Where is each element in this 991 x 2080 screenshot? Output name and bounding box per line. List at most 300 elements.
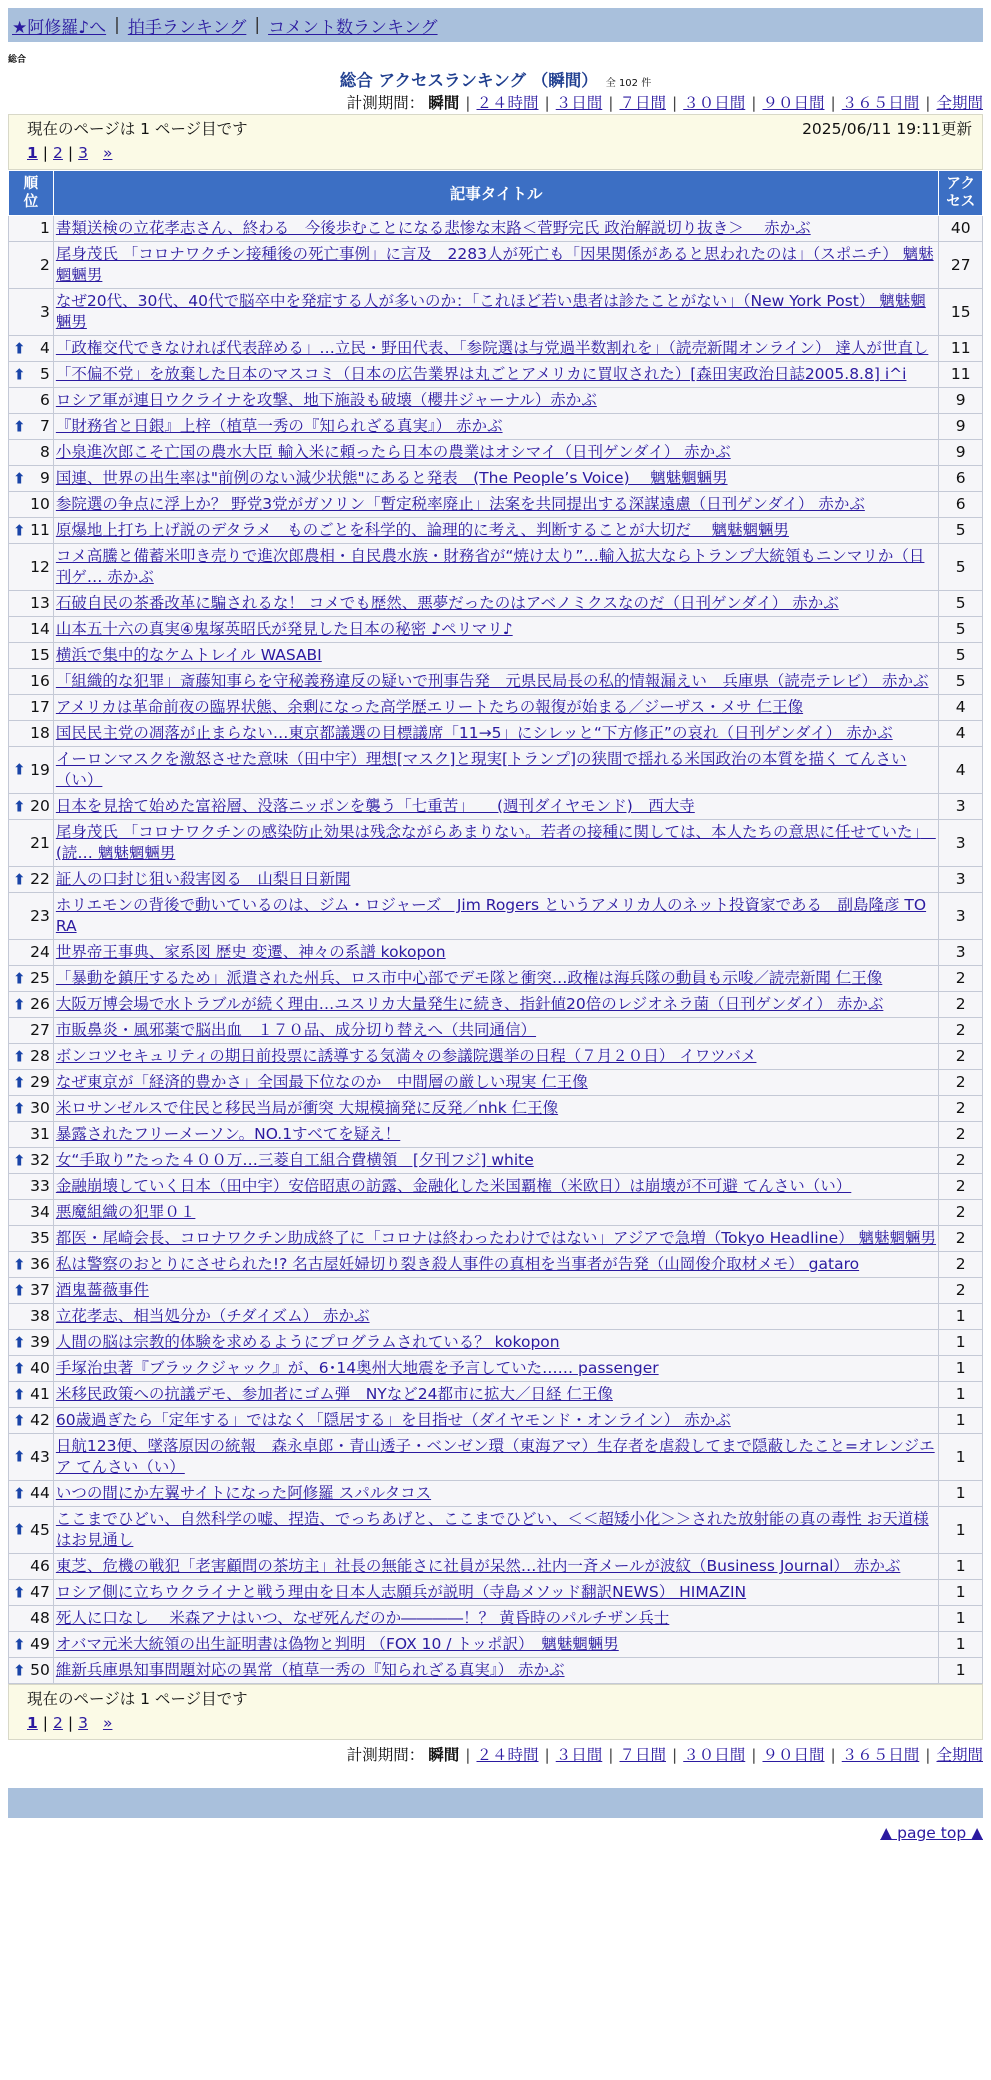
title-cell (53, 1632, 939, 1658)
title-cell (53, 1507, 939, 1554)
access-count: 3 (939, 893, 983, 940)
access-count: 3 (939, 867, 983, 893)
title-cell (53, 1122, 939, 1148)
rank-cell (9, 820, 54, 867)
period-link[interactable]: ３日間 (555, 94, 603, 112)
rank-number: 42 (30, 1411, 50, 1429)
page-separator: | (67, 1714, 74, 1732)
article-link[interactable]: なぜ東京が「経済的豊かさ」全国最下位なのか 中間層の厳しい現実 仁王像 (55, 1073, 588, 1091)
access-count: 2 (939, 1148, 983, 1174)
period-separator: | (925, 1746, 931, 1764)
up-arrow-icon: ⬆ (13, 1583, 26, 1601)
rank-cell (9, 1606, 54, 1632)
pager-bottom (8, 1684, 983, 1740)
rank-cell (9, 1096, 54, 1122)
access-count: 5 (939, 518, 983, 544)
title-cell (53, 893, 939, 940)
access-count: 4 (939, 721, 983, 747)
up-arrow-icon: ⬆ (13, 1047, 26, 1065)
period-link[interactable]: 全期間 (936, 1746, 983, 1764)
rank-cell (9, 1304, 54, 1330)
access-count: 3 (939, 940, 983, 966)
table-row (9, 591, 983, 617)
up-arrow-icon: ⬆ (13, 1635, 26, 1653)
rank-cell (9, 1632, 54, 1658)
rank-cell (9, 1481, 54, 1507)
up-arrow-icon: ⬆ (13, 1255, 26, 1273)
title-cell (53, 1408, 939, 1434)
article-link[interactable]: ホリエモンの背後で動いているのは、ジム・ロジャーズ Jim Rogers というアメリカ人のネット投資家である 副島隆彦 TORA (55, 896, 927, 935)
rank-number: 29 (30, 1073, 50, 1091)
period-link[interactable]: ３６５日間 (841, 1746, 920, 1764)
rank-cell (9, 1382, 54, 1408)
up-arrow-icon: ⬆ (13, 1099, 26, 1117)
access-count: 1 (939, 1434, 983, 1481)
rank-number: 23 (30, 906, 50, 925)
title-cell (53, 617, 939, 643)
article-link[interactable]: 酒鬼薔薇事件 (55, 1281, 149, 1299)
title-cell (53, 1580, 939, 1606)
table-row (9, 336, 983, 362)
rank-number: 19 (30, 760, 50, 779)
article-link[interactable]: 山本五十六の真実④鬼塚英昭氏が発見した日本の秘密 ♪ペリマリ♪ (55, 620, 513, 638)
period-link[interactable]: ９０日間 (762, 94, 825, 112)
up-arrow-icon: ⬆ (13, 1151, 26, 1169)
access-count: 6 (939, 492, 983, 518)
rank-cell (9, 721, 54, 747)
access-count: 5 (939, 591, 983, 617)
article-link[interactable]: 金融崩壊していく日本（田中宇）安倍昭恵の訪露、金融化した米国覇権（米欧日）は崩壊が不可避 てんさい（い） (55, 1177, 852, 1195)
rank-number: 49 (30, 1635, 50, 1653)
table-row (9, 1554, 983, 1580)
article-link[interactable]: 米移民政策への抗議デモ、参加者にゴム弾 NYなど24都市に拡大／日経 仁王像 (55, 1385, 613, 1403)
access-count: 1 (939, 1632, 983, 1658)
rank-number: 14 (30, 620, 50, 638)
rank-cell (9, 1434, 54, 1481)
home-link[interactable]: ★阿修羅♪へ (12, 17, 107, 38)
article-link[interactable]: 60歳過ぎたら「定年する」ではなく「隠居する」を目指せ（ダイヤモンド・オンライン） 赤かぶ (55, 1411, 731, 1429)
access-count: 2 (939, 1278, 983, 1304)
article-link[interactable]: 維新兵庫県知事問題対応の異常（植草一秀の『知られざる真実』） 赤かぶ (55, 1661, 565, 1679)
up-arrow-icon: ⬆ (13, 417, 26, 435)
current-page-text: 現在のページは 1 ページ目です (27, 1690, 248, 1708)
access-count: 2 (939, 1252, 983, 1278)
period-label: 計測期間： (346, 94, 425, 112)
ranking-body (9, 216, 983, 1684)
title-cell (53, 336, 939, 362)
access-count: 2 (939, 966, 983, 992)
article-link[interactable]: 「政権交代できなければ代表辞める」…立民・野田代表、「参院選は与党過半数割れを」（読売新聞オンライン） 達人が世直し (55, 339, 929, 357)
table-row (9, 492, 983, 518)
rank-cell (9, 617, 54, 643)
article-link[interactable]: アメリカは革命前夜の臨界状態、余剰になった高学歴エリートたちの報復が始まる／ジーザス・メサ 仁王像 (55, 698, 804, 716)
comment-ranking-link[interactable]: コメント数ランキング (268, 17, 438, 38)
page-spacer (93, 1714, 98, 1732)
title-cell (53, 1554, 939, 1580)
clap-ranking-link[interactable]: 拍手ランキング (127, 17, 247, 38)
title-cell (53, 794, 939, 820)
title-cell (53, 440, 939, 466)
period-separator: | (465, 1746, 471, 1764)
title-cell (53, 867, 939, 893)
table-row (9, 1226, 983, 1252)
page-link[interactable]: 2 (53, 1714, 63, 1732)
access-count: 2 (939, 1044, 983, 1070)
table-row (9, 242, 983, 289)
table-row (9, 1632, 983, 1658)
title-cell (53, 966, 939, 992)
page-spacer (93, 144, 98, 162)
article-link[interactable]: なぜ20代、30代、40代で脳卒中を発症する人が多いのか：「これほど若い患者は診たことがない」（New York Post） 魑魅魍魎男 (55, 292, 926, 331)
table-row (9, 721, 983, 747)
rank-number: 33 (30, 1177, 50, 1195)
article-link[interactable]: 国連、世界の出生率は"前例のない減少状態"にあると発表 (The People’s Voice) 魑魅魍魎男 (55, 469, 728, 487)
period-current: 瞬間 (428, 94, 460, 112)
title-cell (53, 1434, 939, 1481)
article-link[interactable]: 日航123便、墜落原因の統報 森永卓郎・青山透子・ベンゼン環（東海アマ）生存者を虐殺してまで隠蔽したこと=オレンジエア てんさい（い） (55, 1437, 935, 1476)
access-count: 1 (939, 1507, 983, 1554)
article-link[interactable]: 手塚治虫著『ブラックジャック』が、6･14奥州大地震を予言していた…… passenger (55, 1359, 659, 1377)
table-row (9, 1434, 983, 1481)
article-link[interactable]: ロシア側に立ちウクライナと戦う理由を日本人志願兵が説明（寺島メソッド翻訳NEWS） HIMAZIN (55, 1583, 747, 1601)
updated-timestamp: 2025/06/11 19:11更新 (802, 120, 972, 138)
period-current: 瞬間 (428, 1746, 460, 1764)
rank-number: 31 (30, 1125, 50, 1143)
rank-cell (9, 440, 54, 466)
article-link[interactable]: いつの間にか左翼サイトになった阿修羅 スパルタコス (55, 1484, 432, 1502)
up-arrow-icon: ⬆ (13, 1520, 26, 1539)
period-navigation-top (0, 92, 983, 114)
rank-number: 9 (39, 469, 50, 487)
rank-number: 28 (30, 1047, 50, 1065)
period-link[interactable]: ９０日間 (762, 1746, 825, 1764)
rank-number: 22 (30, 870, 50, 888)
table-row (9, 695, 983, 721)
page-link[interactable]: 2 (53, 144, 63, 162)
rank-number: 1 (39, 219, 50, 237)
rank-cell (9, 1044, 54, 1070)
title-cell (53, 1481, 939, 1507)
table-row (9, 388, 983, 414)
period-navigation-bottom (0, 1744, 983, 1766)
article-link[interactable]: 尾身茂氏 「コロナワクチン接種後の死亡事例」に言及 2283人が死亡も「因果関係があると思われたのは」（スポニチ） 魑魅魍魎男 (55, 245, 934, 284)
article-link[interactable]: 国民民主党の凋落が止まらない…東京都議選の目標議席「11→5」にシレッと“下方修正”の哀れ（日刊ゲンダイ） 赤かぶ (55, 724, 893, 742)
next-page-link[interactable]: » (102, 144, 113, 162)
access-count: 1 (939, 1330, 983, 1356)
table-row (9, 1356, 983, 1382)
title-cell (53, 820, 939, 867)
period-separator: | (672, 94, 678, 112)
article-link[interactable]: コメ高騰と備蓄米叩き売りで進次郎農相・自民農水族・財務省が“焼け太り”…輸入拡大ならトランプ大統領もニンマリか（日刊ゲ… 赤かぶ (55, 547, 925, 586)
article-link[interactable]: 立花孝志、相当処分か（チダイズム） 赤かぶ (55, 1307, 370, 1325)
title-cell (53, 466, 939, 492)
rank-cell (9, 1148, 54, 1174)
rank-cell (9, 336, 54, 362)
rank-cell (9, 1278, 54, 1304)
page-title-line (0, 70, 991, 92)
table-row (9, 1044, 983, 1070)
article-link[interactable]: 大阪万博会場で水トラブルが続く理由…ユスリカ大量発生に続き、指針値20倍のレジオネラ菌（日刊ゲンダイ） 赤かぶ (55, 995, 884, 1013)
rank-cell (9, 518, 54, 544)
table-row (9, 1122, 983, 1148)
rank-number: 25 (30, 969, 50, 987)
article-link[interactable]: 尾身茂氏 「コロナワクチンの感染防止効果は残念ながらあまりない。若者の接種に関しては、本人たちの意思に任せていた」 (読… 魑魅魍魎男 (55, 823, 936, 862)
period-separator: | (925, 94, 931, 112)
period-link[interactable]: ３０日間 (683, 1746, 746, 1764)
table-row (9, 1148, 983, 1174)
table-row (9, 216, 983, 242)
access-count: 2 (939, 1018, 983, 1044)
title-cell (53, 544, 939, 591)
article-link[interactable]: 「組織的な犯罪」斎藤知事らを守秘義務違反の疑いで刑事告発 元県民局長の私的情報漏えい 兵庫県（読売テレビ） 赤かぶ (55, 672, 929, 690)
article-link[interactable]: 女“手取り”たった４００万…三菱自工組合費横領 [夕刊フジ] white (55, 1151, 534, 1169)
title-cell (53, 669, 939, 695)
rank-number: 17 (30, 698, 50, 716)
article-link[interactable]: 死人に口なし 米森アナはいつ、なぜ死んだのか――――！？ 黄昏時のパルチザン兵士 (55, 1609, 670, 1627)
title-cell (53, 388, 939, 414)
page-link[interactable]: 1 (27, 144, 38, 162)
article-link[interactable]: 「暴動を鎮圧するため」派遣された州兵、ロス市中心部でデモ隊と衝突…政権は海兵隊の動員も示唆／読売新聞 仁王像 (55, 969, 883, 987)
ranking-table (8, 170, 983, 1684)
rank-cell (9, 492, 54, 518)
article-link[interactable]: 『財務省と日銀』上梓（植草一秀の『知られざる真実』） 赤かぶ (55, 417, 503, 435)
rank-number: 37 (30, 1281, 50, 1299)
title-cell (53, 362, 939, 388)
page-separator: | (67, 144, 74, 162)
up-arrow-icon: ⬆ (13, 760, 26, 779)
article-link[interactable]: 証人の口封じ狙い殺害図る 山梨日日新聞 (55, 870, 351, 888)
rank-number: 2 (39, 255, 50, 274)
rank-number: 47 (30, 1583, 50, 1601)
access-count: 1 (939, 1304, 983, 1330)
rank-cell (9, 216, 54, 242)
period-link[interactable]: ７日間 (619, 1746, 666, 1764)
access-count: 5 (939, 544, 983, 591)
rank-number: 35 (30, 1229, 50, 1247)
period-link[interactable]: ２４時間 (476, 1746, 539, 1764)
rank-number: 45 (30, 1520, 50, 1539)
table-row (9, 1658, 983, 1684)
table-row (9, 1606, 983, 1632)
rank-number: 46 (30, 1557, 50, 1575)
title-cell (53, 1148, 939, 1174)
rank-number: 21 (30, 833, 50, 852)
rank-cell (9, 1070, 54, 1096)
article-link[interactable]: ここまでひどい、自然科学の嘘、捏造、でっちあげと、ここまでひどい、＜＜超矮小化＞＞された放射能の真の毒性 お天道様はお見通し (55, 1510, 929, 1549)
rank-number: 32 (30, 1151, 50, 1169)
title-cell (53, 216, 939, 242)
rank-cell (9, 242, 54, 289)
up-arrow-icon: ⬆ (13, 1447, 26, 1466)
access-count: 1 (939, 1481, 983, 1507)
rank-cell (9, 466, 54, 492)
article-link[interactable]: 参院選の争点に浮上か？ 野党3党がガソリン「暫定税率廃止」法案を共同提出する深謀遠慮（日刊ゲンダイ） 赤かぶ (55, 495, 865, 513)
page-separator: | (42, 144, 49, 162)
table-row (9, 1174, 983, 1200)
article-link[interactable]: 「不偏不党」を放棄した日本のマスコミ（日本の広告業界は丸ごとアメリカに買収された）[森田実政治日誌2005.8.8] i^i (55, 365, 907, 383)
title-cell (53, 1226, 939, 1252)
rank-cell (9, 544, 54, 591)
access-count: 11 (939, 336, 983, 362)
article-link[interactable]: 私は警察のおとりにさせられた!? 名古屋妊婦切り裂き殺人事件の真相を当事者が告発（山岡俊介取材メモ） gataro (55, 1255, 860, 1273)
title-cell (53, 747, 939, 794)
up-arrow-icon: ⬆ (13, 969, 26, 987)
table-row (9, 1408, 983, 1434)
article-link[interactable]: 小泉進次郎こそ亡国の農水大臣 輸入米に頼ったら日本の農業はオシマイ（日刊ゲンダイ） 赤かぶ (55, 443, 731, 461)
rank-number: 7 (39, 417, 50, 435)
access-count: 5 (939, 669, 983, 695)
access-count: 9 (939, 440, 983, 466)
article-link[interactable]: 原爆地上打ち上げ説のデタラメ ものごとを科学的、論理的に考え、判断することが大切だ 魑魅魍魎男 (55, 521, 789, 539)
title-cell (53, 992, 939, 1018)
period-link[interactable]: ７日間 (619, 94, 666, 112)
rank-cell (9, 867, 54, 893)
up-arrow-icon: ⬆ (13, 1333, 26, 1351)
article-link[interactable]: 都医・尾崎会長、コロナワクチン助成終了に「コロナは終わったわけではない」アジアで急増（Tokyo Headline） 魑魅魍魎男 (55, 1229, 937, 1247)
page-links (27, 141, 972, 165)
access-count: 4 (939, 695, 983, 721)
article-link[interactable]: 人間の脳は宗教的体験を求めるようにプログラムされている？ kokopon (55, 1333, 560, 1351)
period-link[interactable]: ３日間 (555, 1746, 603, 1764)
access-count: 11 (939, 362, 983, 388)
rank-number: 15 (30, 646, 50, 664)
article-link[interactable]: 暴露されたフリーメーソン。NO.1すべてを疑え！ (55, 1125, 401, 1143)
title-cell (53, 1070, 939, 1096)
page-top-link[interactable]: ▲ page top ▲ (880, 1824, 983, 1842)
access-count: 40 (939, 216, 983, 242)
period-link[interactable]: ３６５日間 (841, 94, 920, 112)
page-top-container (8, 1824, 983, 1846)
rank-number: 40 (30, 1359, 50, 1377)
nav-separator: | (114, 15, 120, 35)
table-row (9, 940, 983, 966)
article-link[interactable]: ボンコツセキュリティの期日前投票に誘導する気満々の参議院選挙の日程（７月２０日） イワツバメ (55, 1047, 757, 1065)
period-separator: | (751, 1746, 757, 1764)
table-row (9, 867, 983, 893)
rank-cell (9, 1122, 54, 1148)
article-link[interactable]: 市販鼻炎・風邪薬で脳出血 １７０品、成分切り替えへ（共同通信） (55, 1021, 537, 1039)
title-cell (53, 721, 939, 747)
table-row (9, 1278, 983, 1304)
up-arrow-icon: ⬆ (13, 1281, 26, 1299)
rank-number: 12 (30, 557, 50, 576)
table-row (9, 1304, 983, 1330)
access-count: 2 (939, 1226, 983, 1252)
title-cell (53, 1044, 939, 1070)
article-link[interactable]: 米ロサンゼルスで住民と移民当局が衝突 大規模摘発に反発／nhk 仁王像 (55, 1099, 559, 1117)
rank-cell (9, 1554, 54, 1580)
next-page-link[interactable]: » (102, 1714, 113, 1732)
table-row (9, 414, 983, 440)
up-arrow-icon: ⬆ (13, 469, 26, 487)
rank-cell (9, 1408, 54, 1434)
period-link[interactable]: 全期間 (936, 94, 983, 112)
table-row (9, 966, 983, 992)
article-link[interactable]: イーロンマスクを激怒させた意味（田中宇）理想[マスク]と現実[トランプ]の狭間で揺れる米国政治の本質を描く てんさい（い） (55, 750, 907, 789)
rank-cell (9, 1200, 54, 1226)
rank-number: 3 (39, 302, 50, 321)
title-cell (53, 1174, 939, 1200)
period-separator: | (672, 1746, 678, 1764)
page-title: 総合 アクセスランキング （瞬間） (339, 71, 598, 90)
rank-cell (9, 966, 54, 992)
period-separator: | (751, 94, 757, 112)
period-separator: | (608, 1746, 614, 1764)
title-cell (53, 1278, 939, 1304)
up-arrow-icon: ⬆ (13, 1359, 26, 1377)
title-cell (53, 492, 939, 518)
rank-number: 41 (30, 1385, 50, 1403)
table-row (9, 1200, 983, 1226)
rank-number: 39 (30, 1333, 50, 1351)
title-cell (53, 1330, 939, 1356)
page-link[interactable]: 1 (27, 1714, 38, 1732)
rank-number: 24 (30, 943, 50, 961)
table-row (9, 1018, 983, 1044)
article-link[interactable]: ロシア軍が連日ウクライナを攻撃、地下施設も破壊（櫻井ジャーナル）赤かぶ (55, 391, 597, 409)
rank-cell (9, 1174, 54, 1200)
top-navigation (8, 8, 983, 42)
article-link[interactable]: 東芝、危機の戦犯「老害顧問の茶坊主」社長の無能さに社員が呆然…社内一斉メールが波紋（Business Journal） 赤かぶ (55, 1557, 901, 1575)
page-link[interactable]: 3 (78, 144, 89, 162)
rank-cell (9, 1507, 54, 1554)
table-row (9, 440, 983, 466)
rank-cell (9, 893, 54, 940)
title-cell (53, 1252, 939, 1278)
rank-number: 30 (30, 1099, 50, 1117)
article-link[interactable]: オバマ元米大統領の出生証明書は偽物と判明 （FOX 10 / トッポ訳） 魑魅魍魎男 (55, 1635, 619, 1653)
access-count: 1 (939, 1554, 983, 1580)
article-link[interactable]: 横浜で集中的なケムトレイル WASABI (55, 646, 322, 664)
access-header: アクセス (939, 171, 983, 216)
period-link[interactable]: ３０日間 (683, 94, 746, 112)
rank-cell (9, 388, 54, 414)
up-arrow-icon: ⬆ (13, 339, 26, 357)
access-count: 5 (939, 617, 983, 643)
rank-cell (9, 643, 54, 669)
article-link[interactable]: 世界帝王事典、家系図 歴史 変遷、神々の系譜 kokopon (55, 943, 446, 961)
table-row (9, 1481, 983, 1507)
rank-number: 6 (39, 391, 50, 409)
title-cell (53, 1382, 939, 1408)
access-count: 2 (939, 1174, 983, 1200)
article-link[interactable]: 書類送検の立花孝志さん、終わる 今後歩むことになる悲惨な末路＜菅野完氏 政治解説切り抜き＞ 赤かぶ (55, 219, 811, 237)
title-cell (53, 643, 939, 669)
title-cell (53, 242, 939, 289)
page-link[interactable]: 3 (78, 1714, 89, 1732)
rank-number: 4 (39, 339, 50, 357)
article-link[interactable]: 悪魔組織の犯罪０１ (55, 1203, 196, 1221)
title-cell (53, 591, 939, 617)
table-row (9, 992, 983, 1018)
access-count: 1 (939, 1382, 983, 1408)
rank-number: 18 (30, 724, 50, 742)
period-link[interactable]: ２４時間 (476, 94, 539, 112)
rank-number: 38 (30, 1307, 50, 1325)
footer-bar (8, 1788, 983, 1818)
article-link[interactable]: 石破自民の茶番改革に騙されるな！ コメでも歴然、悪夢だったのはアベノミクスなのだ（日刊ゲンダイ） 赤かぶ (55, 594, 839, 612)
title-cell (53, 518, 939, 544)
article-link[interactable]: 日本を見捨て始めた富裕層、没落ニッポンを襲う「七重苦」 (週刊ダイヤモンド) 西大寺 (55, 797, 695, 815)
rank-number: 11 (30, 521, 50, 539)
table-row (9, 1382, 983, 1408)
table-row (9, 518, 983, 544)
rank-number: 43 (30, 1447, 50, 1466)
period-separator: | (830, 94, 836, 112)
rank-cell (9, 1018, 54, 1044)
page-separator: | (42, 1714, 49, 1732)
total-count: 全 102 件 (605, 78, 652, 89)
